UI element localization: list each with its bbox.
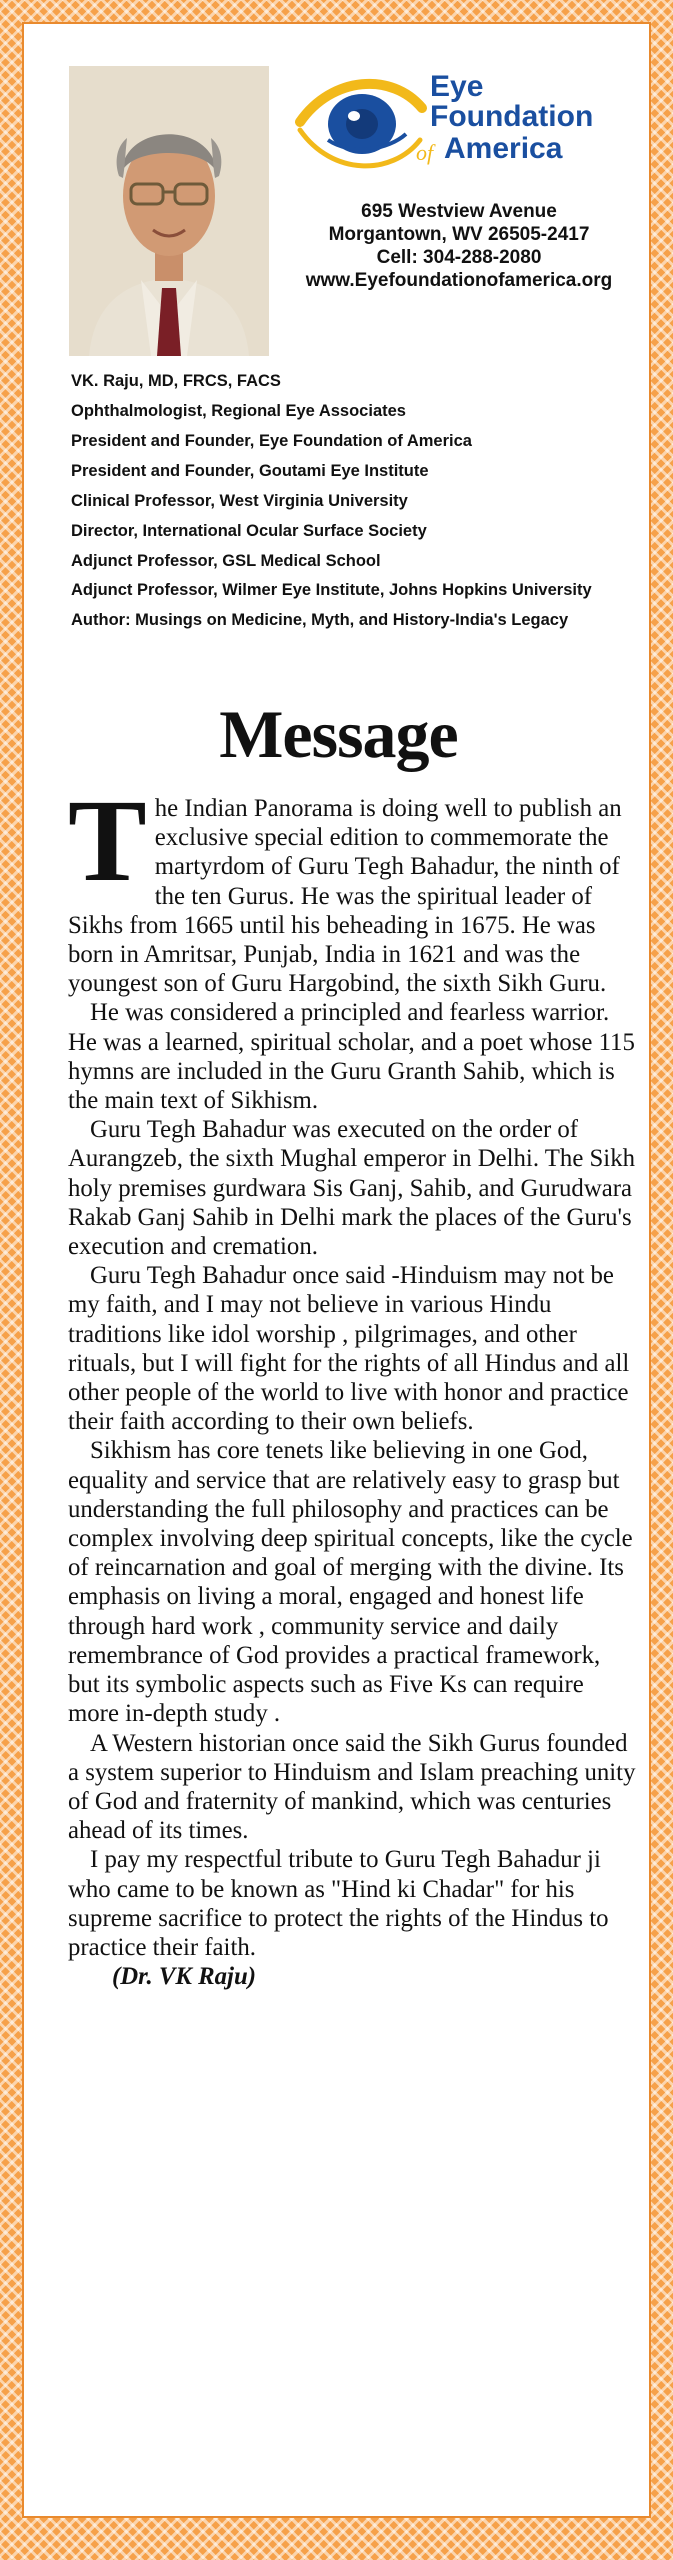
credential-item: Ophthalmologist, Regional Eye Associates xyxy=(71,402,406,420)
eye-foundation-logo xyxy=(292,64,632,184)
paragraph-3: Guru Tegh Bahadur was executed on the order of Aurangzeb, the sixth Mughal emperor in Delhi. The Sikh holy premises gurdwara Sis Ganj, Sahib, and Gurudwara Rakab Ganj Sahib in Delhi mark the places of the Guru's execution and cremation. xyxy=(68,1116,635,1261)
logo-text-america: America xyxy=(444,132,563,165)
logo-text-of: of xyxy=(416,140,434,165)
contact-block xyxy=(274,200,644,292)
website-link[interactable]: www.Eyefoundationofamerica.org xyxy=(305,270,613,291)
signature: (Dr. VK Raju) xyxy=(112,1963,256,1991)
credential-item: Adjunct Professor, Wilmer Eye Institute, Johns Hopkins University xyxy=(71,581,592,599)
page-title: Message xyxy=(219,696,458,772)
message-body xyxy=(68,775,638,1991)
paragraph-7: I pay my respectful tribute to Guru Tegh Bahadur ji who came to be known as "Hind ki Chadar" for his supreme sacrifice to protect the rights of the Hindus to practice their faith. xyxy=(68,1846,609,1961)
paragraph-2: He was considered a principled and fearless warrior. He was a learned, spiritual scholar, and a poet whose 115 hymns are included in the Guru Granth Sahib, which is the main text of Sikhism. xyxy=(68,999,635,1115)
drop-cap: T xyxy=(68,775,147,906)
credential-name: VK. Raju, MD, FRCS, FACS xyxy=(71,372,281,390)
message-page xyxy=(22,22,651,2518)
credentials-list xyxy=(71,366,631,635)
credential-item: Author: Musings on Medicine, Myth, and History-India's Legacy xyxy=(71,611,569,629)
paragraph-1-text: he Indian Panorama is doing well to publish an exclusive special edition to commemorate the martyrdom of Guru Tegh Bahadur, the ninth of the ten Gurus. He was the spiritual leader of Sikhs from 1665 until his beheading in 1675. He was born in Amritsar, Punjab, India in 1621 and was the youngest son of Guru Hargobind, the sixth Sikh Guru. xyxy=(68,795,622,998)
credential-item: President and Founder, Eye Foundation of America xyxy=(71,432,472,450)
logo-text-eye: Eye xyxy=(430,70,484,103)
paragraph-1 xyxy=(68,775,638,998)
city-state-zip: Morgantown, WV 26505-2417 xyxy=(328,224,590,245)
portrait-illustration xyxy=(69,66,269,356)
credential-item: Director, International Ocular Surface Society xyxy=(71,522,427,540)
paragraph-5: Sikhism has core tenets like believing in one God, equality and service that are relatively easy to grasp but understanding the full philosophy and practices can be complex involving deep spiritual concepts, like the cycle of reincarnation and goal of merging with the divine. Its emphasis on living a moral, engaged and honest life through hard work , community service and daily remembrance of God provides a practical framework, but its symbolic aspects such as Five Ks can require more in-depth study . xyxy=(68,1437,633,1728)
header xyxy=(24,24,649,354)
eye-logo-icon xyxy=(292,64,632,184)
paragraph-4: Guru Tegh Bahadur once said -Hinduism may not be my faith, and I may not believe in various Hindu traditions like idol worship , pilgrimages, and other rituals, but I will fight for the rights of all Hindus and all other people of the world to live with honor and practice their faith according to their own beliefs. xyxy=(68,1262,630,1436)
logo-text-foundation: Foundation xyxy=(430,100,594,133)
paragraph-6: A Western historian once said the Sikh Gurus founded a system superior to Hinduism and Islam preaching unity of God and fraternity of mankind, which was centuries ahead of its times. xyxy=(68,1729,636,1845)
cell-phone: Cell: 304-288-2080 xyxy=(376,247,542,268)
credential-item: Clinical Professor, West Virginia University xyxy=(71,492,408,510)
credential-item: Adjunct Professor, GSL Medical School xyxy=(71,552,381,570)
street-address: 695 Westview Avenue xyxy=(361,201,557,222)
author-photo xyxy=(69,66,269,356)
credential-item: President and Founder, Goutami Eye Institute xyxy=(71,462,429,480)
